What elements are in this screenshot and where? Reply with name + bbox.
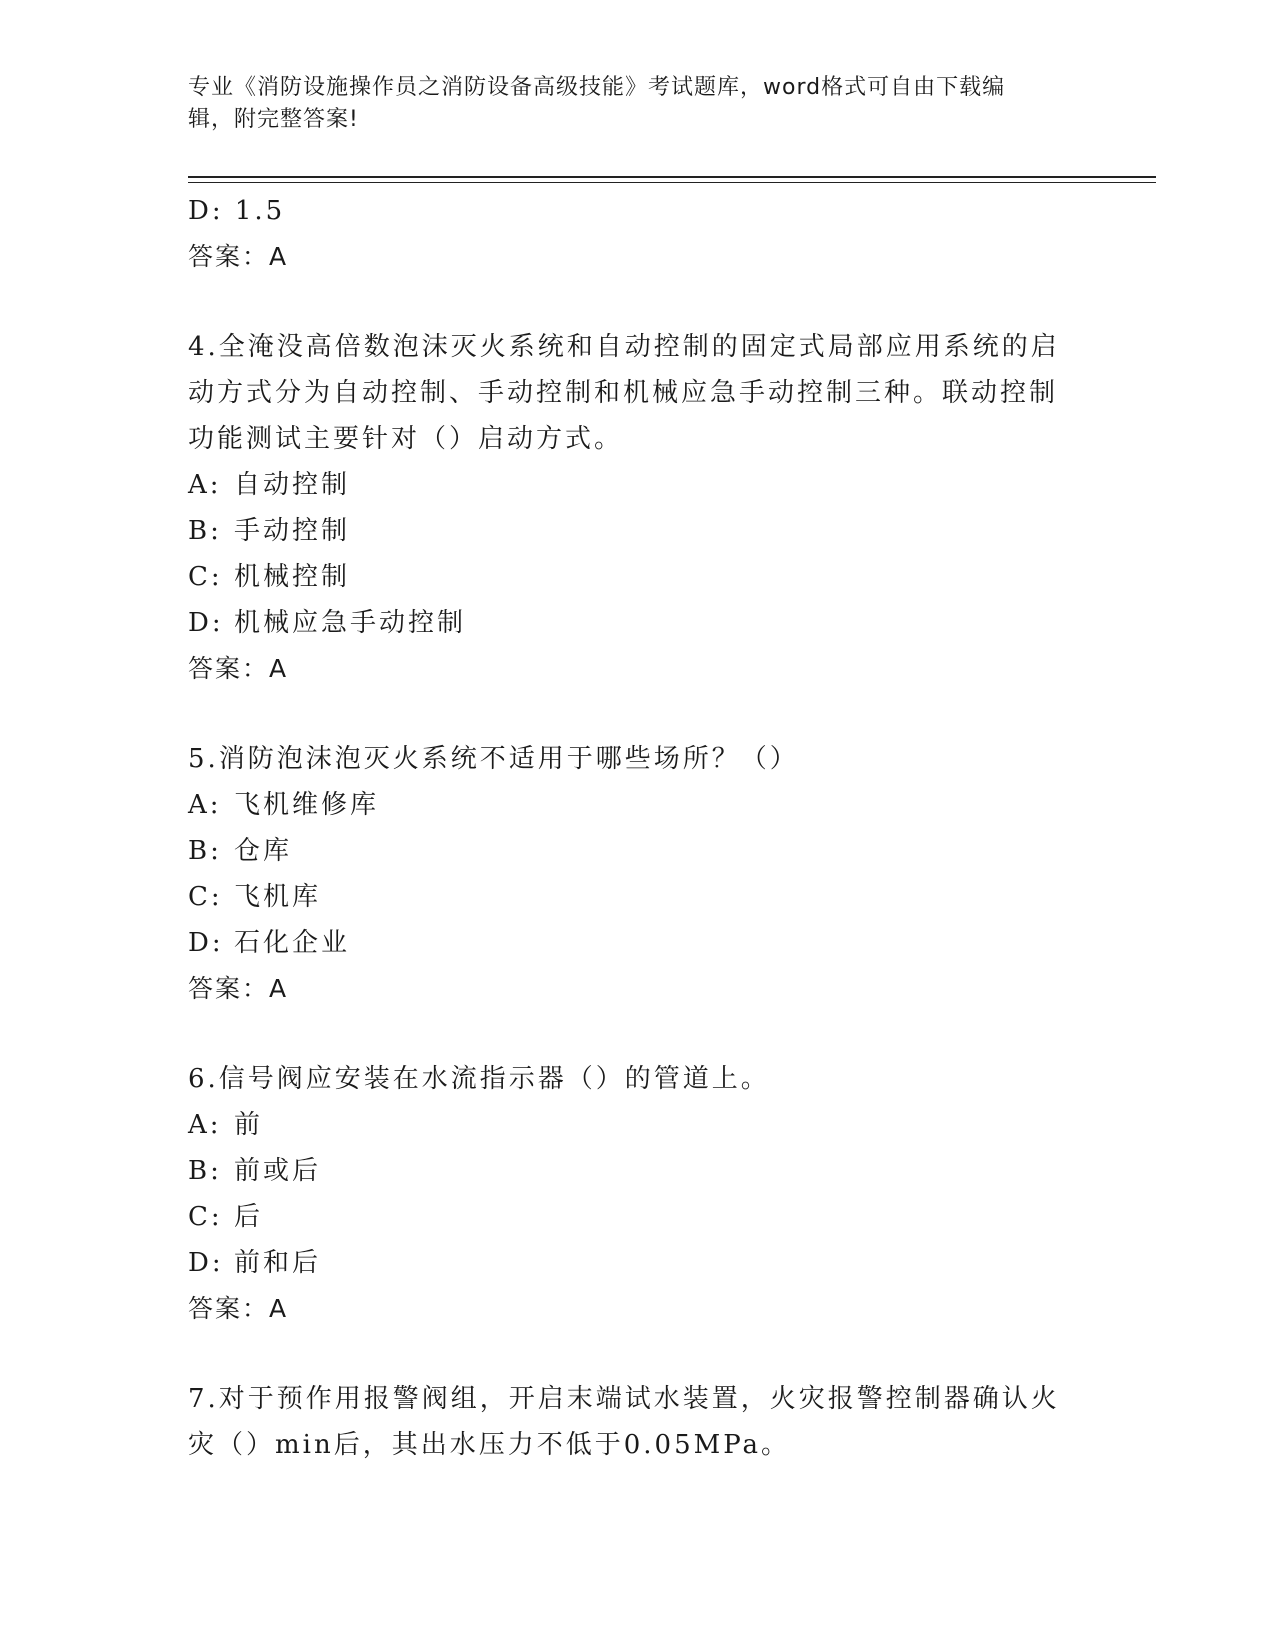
option-key: B: [188,516,222,546]
option-text: 石化企业 [234,928,351,958]
option-text: 后 [234,1202,264,1232]
option-key: C: [188,562,223,592]
question-stem: 4.全淹没高倍数泡沫灭火系统和自动控制的固定式局部应用系统的启动方式分为自动控制、手动控制和机械应急手动控制三种。联动控制功能测试主要针对（）启动方式。 [188,332,1060,454]
option-a [188,1102,1068,1148]
document-header [188,72,1068,136]
answer-line: 答案：A [188,654,289,683]
header-divider-thin [188,182,1156,183]
option-d [188,600,1068,646]
option-text: 前 [234,1110,264,1140]
option-key: C: [188,882,223,912]
spacer [188,1012,1068,1056]
option-c [188,554,1068,600]
spacer [188,1332,1068,1376]
option-a [188,462,1068,508]
option-a [188,782,1068,828]
option-text: 机械应急手动控制 [234,608,467,638]
header-line-1: 专业《消防设施操作员之消防设备高级技能》考试题库，word格式可自由下载编 [188,75,1006,100]
answer-line: 答案：A [188,974,289,1003]
option-key: A: [188,790,222,820]
option-text: 前或后 [234,1156,322,1186]
option-d: D: 1.5 [188,196,286,226]
question-list [188,188,1068,1468]
option-b [188,828,1068,874]
option-b [188,508,1068,554]
option-text: 自动控制 [234,470,351,500]
header-line-2: 辑，附完整答案! [188,107,359,132]
option-key: B: [188,836,222,866]
option-b [188,1148,1068,1194]
question-stem: 6.信号阀应安装在水流指示器（）的管道上。 [188,1064,770,1094]
option-c [188,1194,1068,1240]
question-stem: 5.消防泡沫泡灭火系统不适用于哪些场所？（） [188,744,799,774]
option-key: D: [188,1248,224,1278]
spacer [188,280,1068,324]
answer-line: 答案：A [188,1294,289,1323]
option-text: 仓库 [234,836,293,866]
option-key: A: [188,470,222,500]
question-stem: 7.对于预作用报警阀组，开启末端试水装置，火灾报警控制器确认火灾（）min后，其出水压力不低于0.05MPa。 [188,1384,1060,1460]
spacer [188,692,1068,736]
option-text: 机械控制 [234,562,351,592]
option-key: C: [188,1202,223,1232]
option-c [188,874,1068,920]
option-text: 手动控制 [234,516,351,546]
option-text: 前和后 [234,1248,322,1278]
option-key: A: [188,1110,222,1140]
question-block [188,1056,1068,1332]
option-key: B: [188,1156,222,1186]
option-d [188,1240,1068,1286]
option-key: D: [188,928,224,958]
question-block [188,324,1068,692]
question-block [188,736,1068,1012]
header-divider-thick [188,176,1156,178]
answer-line: 答案：A [188,242,289,271]
option-d [188,920,1068,966]
option-text: 飞机维修库 [234,790,380,820]
option-key: D: [188,608,224,638]
question-block [188,1376,1068,1468]
option-text: 飞机库 [234,882,322,912]
